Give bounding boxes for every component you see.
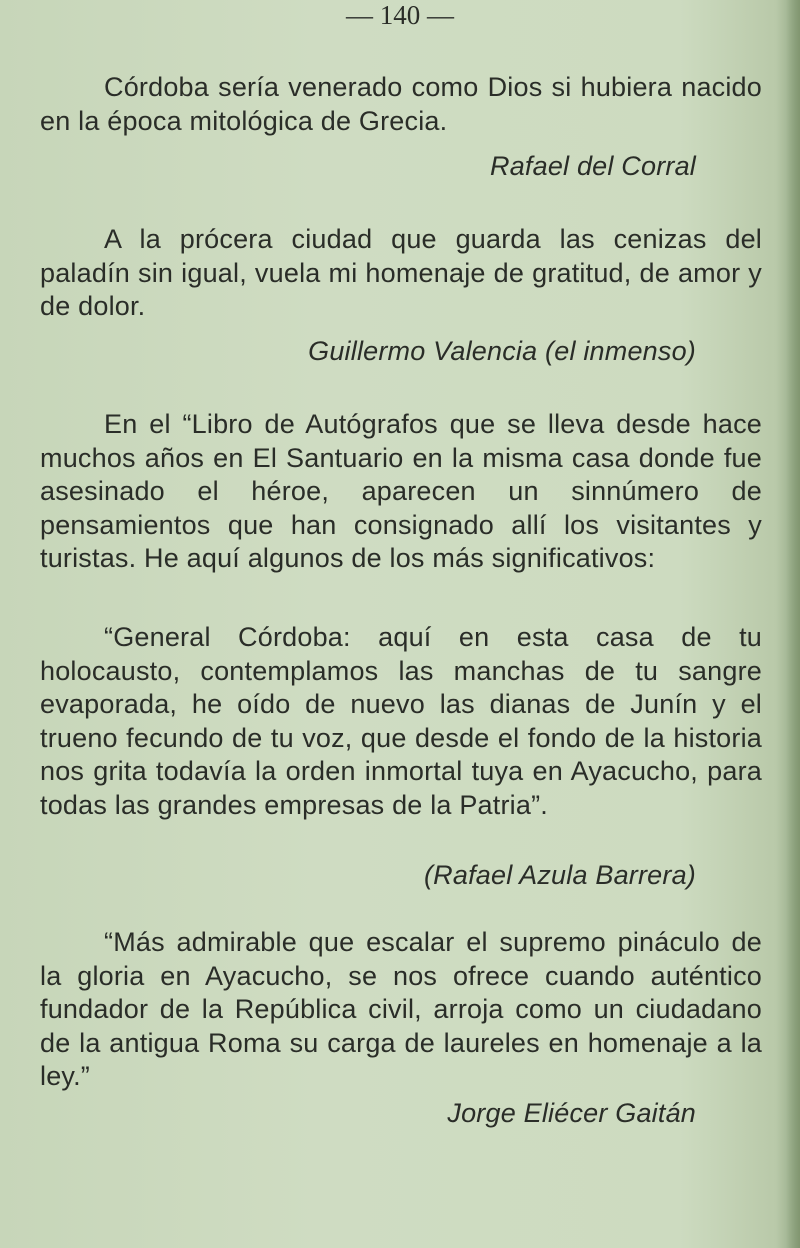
paragraph-libro-autografos: En el “Libro de Autógrafos que se lleva desde hace muchos años en El Santuario en la misma casa donde fue asesinado el héroe, aparecen un sinnúmero de pensamientos que han consignado allí los visitantes y turistas. He aquí algunos de los más significativos: — [40, 409, 762, 574]
page-edge-shadow — [786, 0, 800, 1248]
signature-rafael-del-corral: Rafael del Corral — [490, 151, 696, 181]
signature-guillermo-valencia: Guillermo Valencia (el inmenso) — [308, 336, 696, 366]
signature-rafael-azula-barrera: (Rafael Azula Barrera) — [423, 860, 696, 890]
page-number: — 140 — — [346, 0, 454, 30]
paragraph-mas-admirable-quote: “Más admirable que escalar el supremo pináculo de la gloria en Ayacucho, se nos ofrece cuando auténtico fundador de la República civil, arroja como un ciudadano de la antigua Roma su carga de laureles en homenaje a la ley.” — [40, 927, 762, 1092]
signature-jorge-eliecer-gaitan: Jorge Eliécer Gaitán — [447, 1098, 696, 1128]
paragraph-procera-ciudad: A la prócera ciudad que guarda las cenizas del paladín sin igual, vuela mi homenaje de gratitud, de amor y de dolor. — [40, 224, 762, 322]
paragraph-cordoba-venerado: Córdoba sería venerado como Dios si hubiera nacido en la época mitológica de Grecia. — [40, 72, 762, 136]
paragraph-general-cordoba-quote: “General Córdoba: aquí en esta casa de tu holocausto, contemplamos las manchas de tu sangre evaporada, he oído de nuevo las dianas de Junín y el trueno fecundo de tu voz, que desde el fondo de la historia nos grita todavía la orden inmortal tuya en Ayacucho, para todas las grandes empresas de la Patria”. — [40, 622, 762, 820]
